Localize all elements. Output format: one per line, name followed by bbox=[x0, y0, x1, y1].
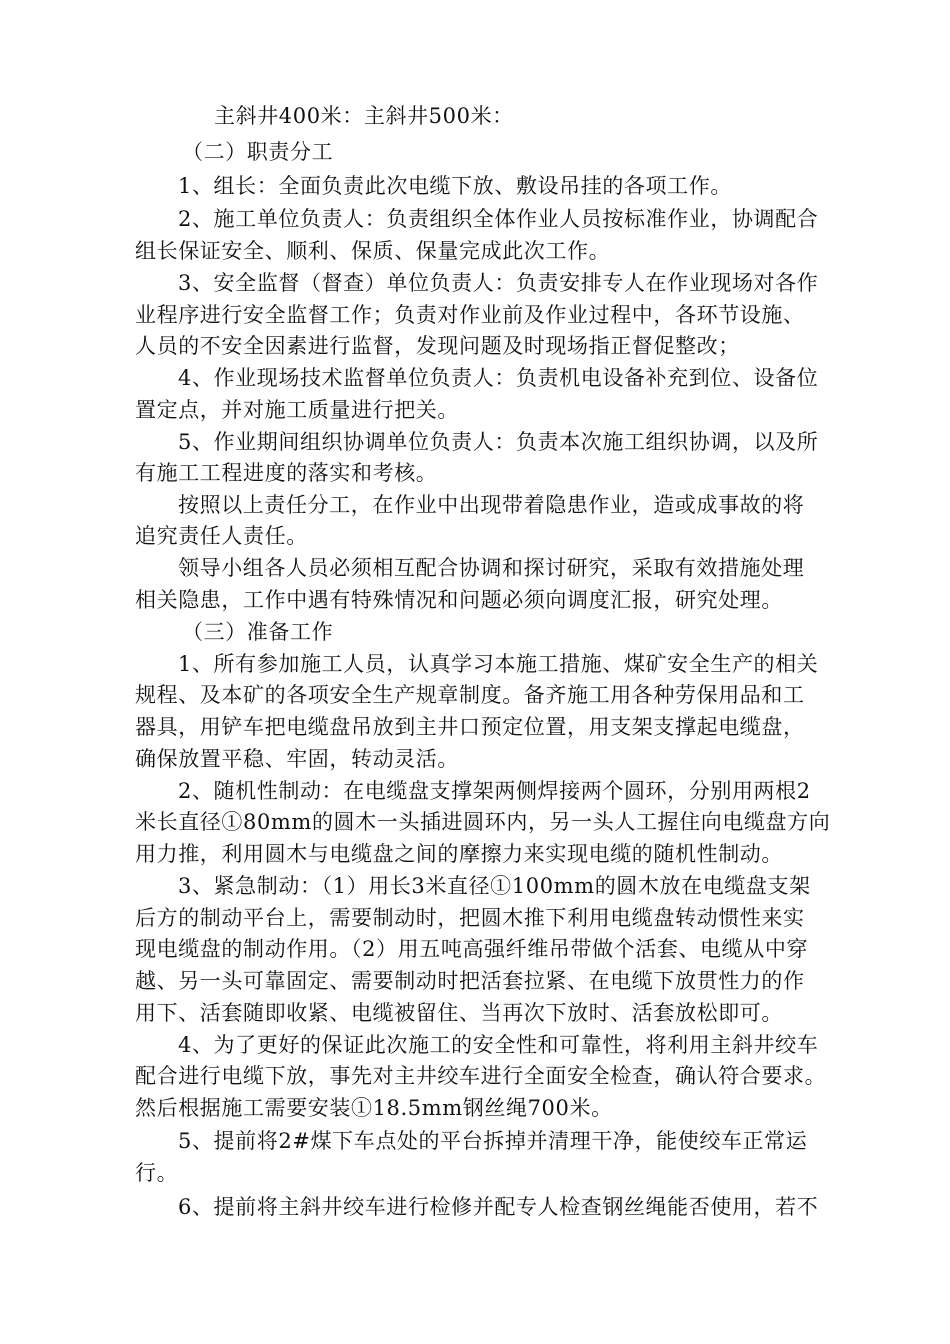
text-line: 行。 bbox=[135, 1161, 179, 1185]
text-line: 现电缆盘的制动作用。（2）用五吨高强纤维吊带做个活套、电缆从中穿 bbox=[135, 937, 809, 961]
text-line: 人员的不安全因素进行监督，发现问题及时现场指正督促整改； bbox=[135, 334, 740, 358]
text-line: 1、所有参加施工人员，认真学习本施工措施、煤矿安全生产的相关 bbox=[178, 652, 819, 676]
text-line: 后方的制动平台上，需要制动时，把圆木推下利用电缆盘转动惯性来实 bbox=[135, 906, 805, 930]
text-line: 2、随机性制动：在电缆盘支撑架两侧焊接两个圆环，分别用两根2 bbox=[178, 779, 811, 803]
text-line: 追究责任人责任。 bbox=[135, 524, 308, 548]
text-line: 用下、活套随即收紧、电缆被留住、当再次下放时、活套放松即可。 bbox=[135, 1001, 783, 1025]
text-line: 配合进行电缆下放，事先对主井绞车进行全面安全检查，确认符合要求。 bbox=[135, 1064, 827, 1088]
text-line: 器具，用铲车把电缆盘吊放到主井口预定位置，用支架支撑起电缆盘， bbox=[135, 715, 805, 739]
text-line: 按照以上责任分工，在作业中出现带着隐患作业，造或成事故的将 bbox=[178, 493, 805, 517]
text-line: 业程序进行安全监督工作；负责对作业前及作业过程中，各环节设施、 bbox=[135, 303, 805, 327]
text-line: 1、组长：全面负责此次电缆下放、敷设吊挂的各项工作。 bbox=[178, 174, 732, 198]
text-line: 3、紧急制动：（1）用长3米直径①100mm的圆木放在电缆盘支架 bbox=[178, 874, 811, 898]
text-line: 2、施工单位负责人：负责组织全体作业人员按标准作业，协调配合 bbox=[178, 207, 819, 231]
section-heading: （二）职责分工 bbox=[182, 140, 334, 164]
text-line: 5、作业期间组织协调单位负责人：负责本次施工组织协调，以及所 bbox=[178, 430, 819, 454]
text-line: 相关隐患，工作中遇有特殊情况和问题必须向调度汇报，研究处理。 bbox=[135, 588, 783, 612]
text-line: 米长直径①80mm的圆木一头插进圆环内，另一头人工握住向电缆盘方向 bbox=[135, 810, 831, 834]
section-heading: （三）准备工作 bbox=[182, 620, 334, 644]
text-line: 5、提前将2#煤下车点处的平台拆掉并清理干净，能使绞车正常运 bbox=[178, 1129, 808, 1153]
text-line: 确保放置平稳、牢固，转动灵活。 bbox=[135, 747, 459, 771]
text-line: 规程、及本矿的各项安全生产规章制度。备齐施工用各种劳保用品和工 bbox=[135, 683, 805, 707]
text-line: 越、另一头可靠固定、需要制动时把活套拉紧、在电缆下放贯性力的作 bbox=[135, 969, 805, 993]
text-line: 主斜井400米：主斜井500米： bbox=[214, 104, 514, 128]
text-line: 4、作业现场技术监督单位负责人：负责机电设备补充到位、设备位 bbox=[178, 366, 819, 390]
text-line: 6、提前将主斜井绞车进行检修并配专人检查钢丝绳能否使用，若不 bbox=[178, 1195, 819, 1219]
text-line: 置定点，并对施工质量进行把关。 bbox=[135, 398, 459, 422]
text-line: 用力推，利用圆木与电缆盘之间的摩擦力来实现电缆的随机性制动。 bbox=[135, 842, 783, 866]
text-line: 有施工工程进度的落实和考核。 bbox=[135, 461, 438, 485]
text-line: 3、安全监督（督查）单位负责人：负责安排专人在作业现场对各作 bbox=[178, 271, 819, 295]
text-line: 然后根据施工需要安装①18.5mm钢丝绳700米。 bbox=[135, 1096, 613, 1120]
text-line: 组长保证安全、顺利、保质、保量完成此次工作。 bbox=[135, 239, 611, 263]
text-line: 4、为了更好的保证此次施工的安全性和可靠性，将利用主斜井绞车 bbox=[178, 1033, 819, 1057]
text-line: 领导小组各人员必须相互配合协调和探讨研究，采取有效措施处理 bbox=[178, 556, 805, 580]
